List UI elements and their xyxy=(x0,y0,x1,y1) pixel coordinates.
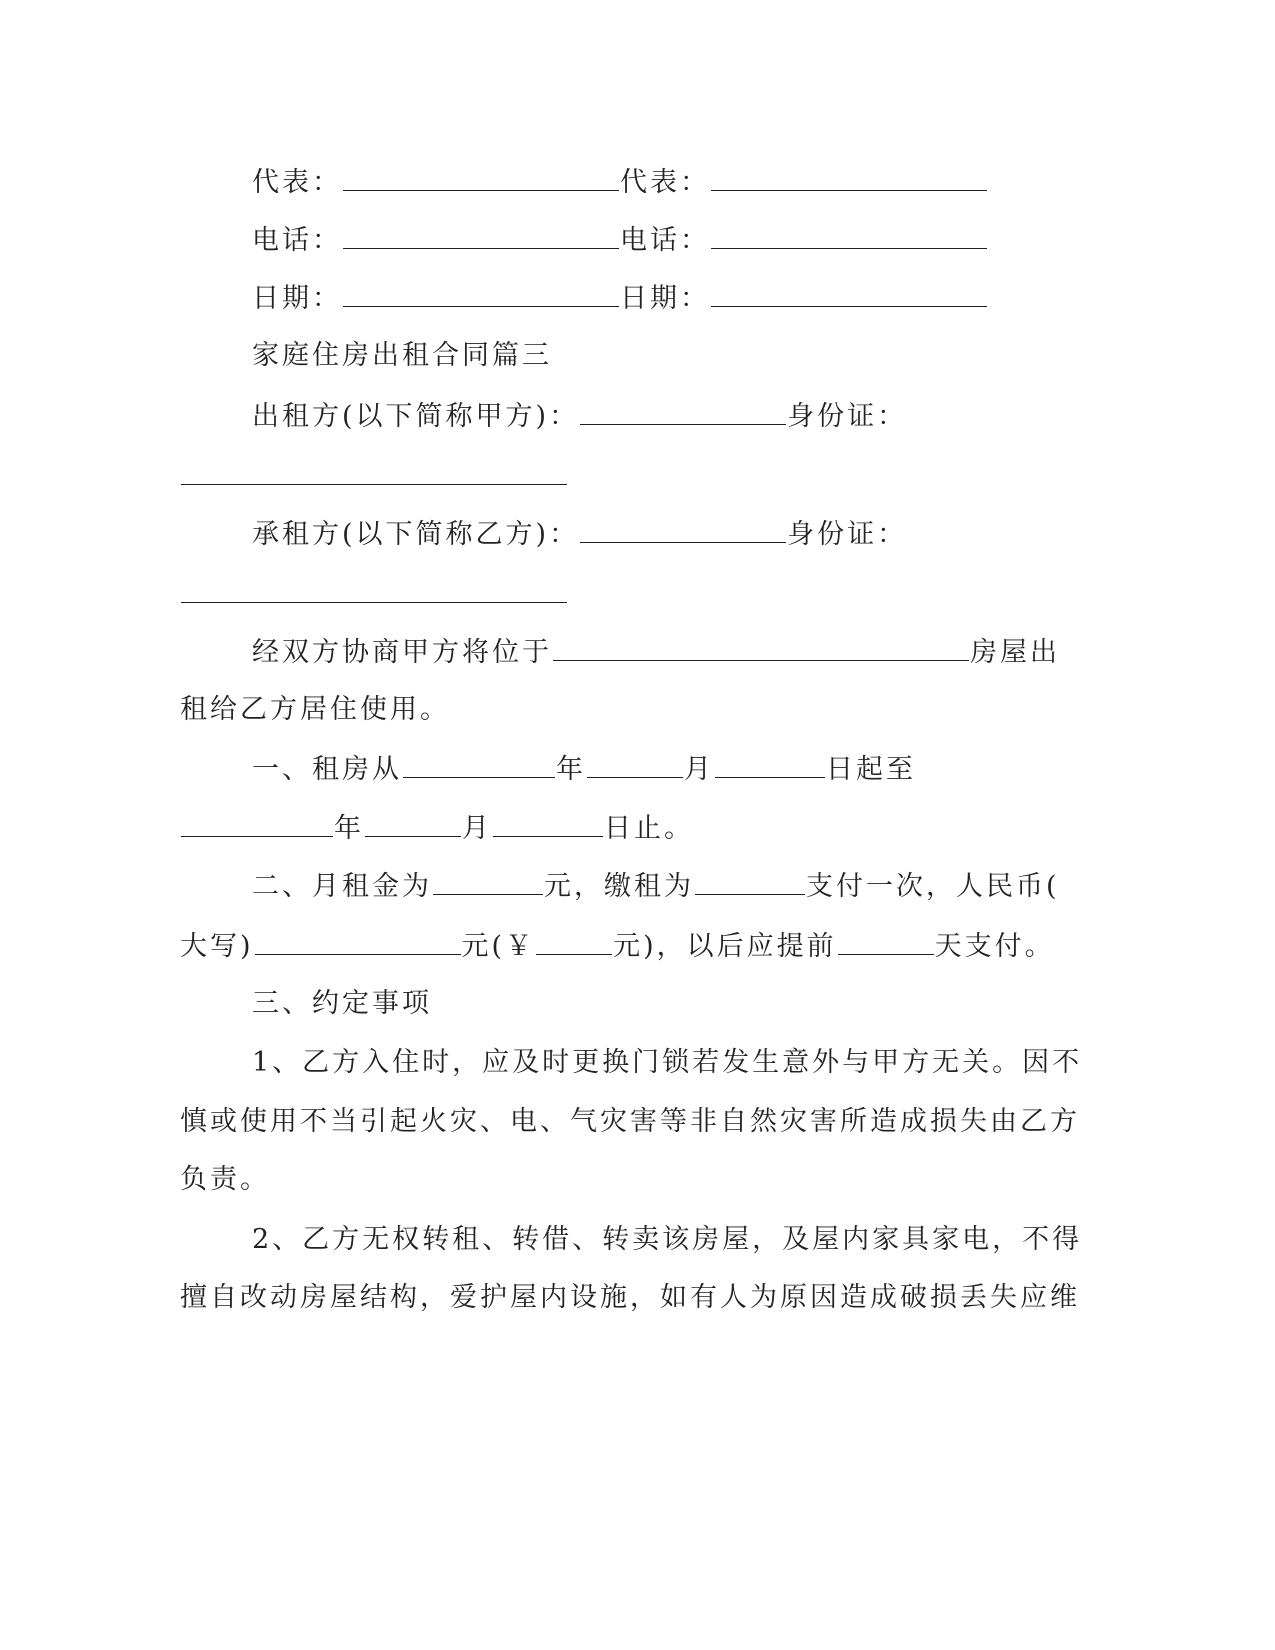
lessor-id-label: 身份证： xyxy=(787,401,908,432)
representative-label-b: 代表： xyxy=(620,167,710,198)
clause3-item2-line2 xyxy=(180,1278,1080,1318)
clause2-yuan: 元，缴租为 xyxy=(544,871,694,902)
intro-line-2 xyxy=(180,690,1080,730)
date-label-a: 日期： xyxy=(252,283,342,314)
phone-label-b: 电话： xyxy=(620,225,710,256)
lessor-label: 出租方(以下简称甲方)： xyxy=(252,401,580,432)
clause2-line-1 xyxy=(252,866,1152,906)
item1-line3-text: 负责。 xyxy=(180,1164,270,1195)
clause1-year2: 年 xyxy=(334,813,364,844)
clause2-pay: 支付一次，人民币( xyxy=(806,871,1060,902)
advance-days-blank xyxy=(838,926,934,955)
lessee-row xyxy=(252,514,1152,554)
clause3-item1-line3 xyxy=(180,1160,1080,1200)
representative-label-a: 代表： xyxy=(252,167,342,198)
lessee-label: 承租方(以下简称乙方)： xyxy=(252,519,580,550)
lessee-id-label: 身份证： xyxy=(787,519,908,550)
amount-numeric-blank xyxy=(536,926,612,955)
clause1-day-to: 日止。 xyxy=(604,813,694,844)
clause1-month2: 月 xyxy=(462,813,492,844)
amount-uppercase-blank xyxy=(255,926,461,955)
clause1-day-from: 日起至 xyxy=(826,754,916,785)
payment-period-blank xyxy=(695,866,805,895)
lessor-id-blank xyxy=(181,456,567,485)
representative-row xyxy=(252,162,1152,202)
clause1-line-2 xyxy=(180,808,1080,848)
clause2-days: 天支付。 xyxy=(934,931,1055,962)
date-row xyxy=(252,278,1152,318)
end-year-blank xyxy=(181,808,333,837)
start-month-blank xyxy=(587,749,683,778)
date-blank-a xyxy=(343,278,619,307)
clause1-month: 月 xyxy=(684,754,714,785)
lessor-row xyxy=(252,396,1152,436)
phone-blank-b xyxy=(711,220,987,249)
start-year-blank xyxy=(403,749,555,778)
start-day-blank xyxy=(715,749,825,778)
representative-blank-b xyxy=(711,162,987,191)
end-day-blank xyxy=(493,808,603,837)
end-month-blank xyxy=(365,808,461,837)
item2-line2-text: 擅自改动房屋结构，爱护屋内设施，如有人为原因造成破损丢失应维 xyxy=(180,1282,1080,1313)
item1-line1-text: 1、乙方入住时，应及时更换门锁若发生意外与甲方无关。因不 xyxy=(252,1047,1083,1078)
clause3-item1-line1 xyxy=(252,1043,1152,1083)
item2-line1-text: 2、乙方无权转租、转借、转卖该房屋，及屋内家具家电，不得 xyxy=(252,1224,1083,1255)
clause3-item2-line1 xyxy=(252,1220,1152,1260)
section-title xyxy=(252,336,1152,376)
clause3-item1-line2 xyxy=(180,1102,1080,1142)
clause2-yuan3: 元)，以后应提前 xyxy=(613,931,837,962)
phone-blank-a xyxy=(343,220,619,249)
clause2-yuan2: 元(￥ xyxy=(461,931,536,962)
phone-label-a: 电话： xyxy=(252,225,342,256)
lessee-id-blank xyxy=(181,574,567,603)
clause1-year: 年 xyxy=(556,754,586,785)
monthly-rent-blank xyxy=(433,866,543,895)
lessor-id-row xyxy=(180,456,1080,496)
clause3-title-text: 三、约定事项 xyxy=(252,988,432,1019)
clause1-line-1 xyxy=(252,749,1152,789)
clause2-prefix: 二、月租金为 xyxy=(252,871,432,902)
lessee-name-blank xyxy=(580,514,786,543)
clause2-upper: 大写) xyxy=(180,931,254,962)
clause1-prefix: 一、租房从 xyxy=(252,754,402,785)
representative-blank-a xyxy=(343,162,619,191)
clause3-title xyxy=(252,984,1152,1024)
item1-line2-text: 慎或使用不当引起火灾、电、气灾害等非自然灾害所造成损失由乙方 xyxy=(180,1106,1080,1137)
intro-line-2-text: 租给乙方居住使用。 xyxy=(180,694,450,725)
phone-row xyxy=(252,220,1152,260)
date-blank-b xyxy=(711,278,987,307)
lessee-id-row xyxy=(180,574,1080,614)
lessor-name-blank xyxy=(580,396,786,425)
date-label-b: 日期： xyxy=(620,283,710,314)
intro-line-1 xyxy=(252,632,1152,672)
intro-suffix: 房屋出 xyxy=(970,637,1060,668)
clause2-line-2 xyxy=(180,926,1080,966)
section-title-text: 家庭住房出租合同篇三 xyxy=(252,340,552,371)
intro-prefix: 经双方协商甲方将位于 xyxy=(252,637,552,668)
property-location-blank xyxy=(553,632,969,661)
